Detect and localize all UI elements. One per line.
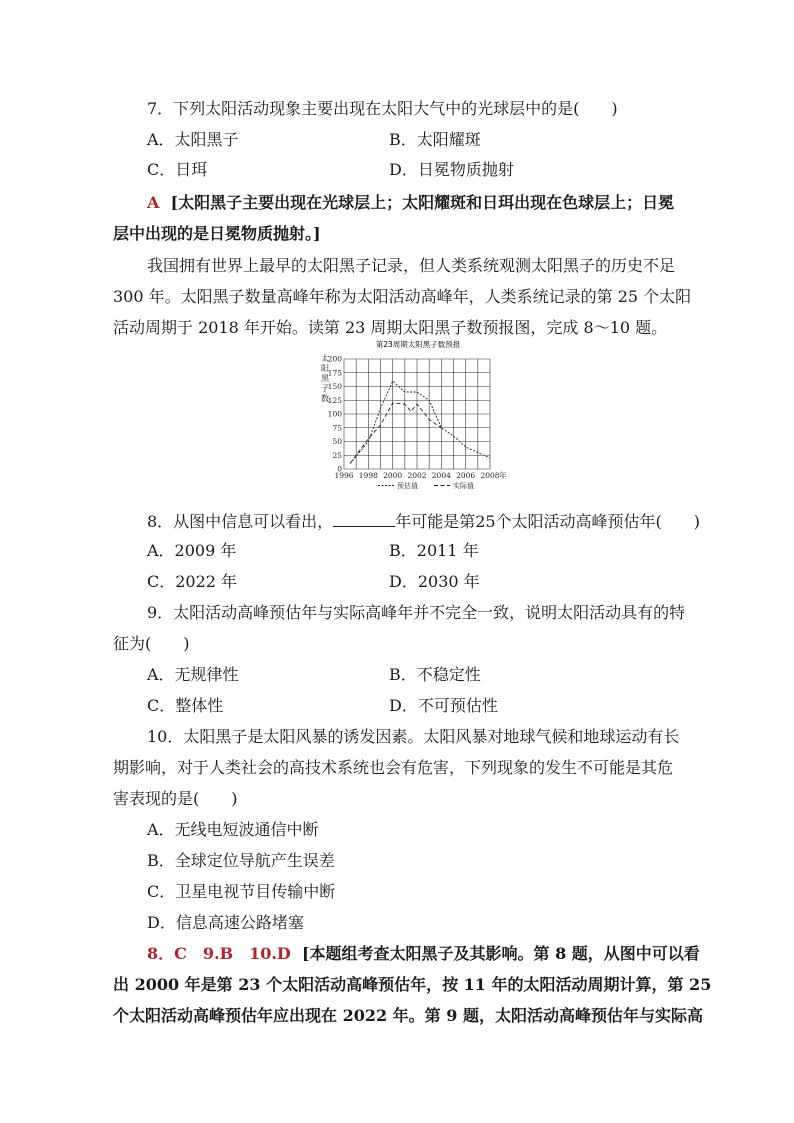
q7-answer-letter: A [147,193,160,212]
legend-label: 预估值 [397,482,418,490]
q8-stem-after: 年可能是第25个太阳活动高峰预估年( ) [395,512,701,531]
q8-option-a: A．2009 年 [147,541,237,560]
q10-stem-3: 害表现的是( ) [113,789,238,808]
q10-option-a: A．无线电短波通信中断 [147,820,319,839]
x-tick-label: 1996 [334,471,354,480]
q10-option-c: C．卫星电视节目传输中断 [147,882,336,901]
q9-stem-2: 征为( ) [113,634,190,653]
q7-option-c: C．日珥 [147,160,208,179]
q10-stem-2: 期影响，对于人类社会的高技术系统也会有危害，下列现象的发生不可能是其危 [113,758,674,777]
q10-option-b: B．全球定位导航产生误差 [147,851,335,870]
q7-explanation-2: 层中出现的是日冕物质抛射。] [113,224,321,243]
q9-option-d: D．不可预估性 [389,696,498,715]
q8-stem [147,510,700,532]
chart-legend [378,481,474,490]
chart-series [350,381,490,464]
q7-explanation-1: [太阳黑子主要出现在光球层上；太阳耀斑和日珥出现在色球层上；日冕 [170,193,675,212]
x-tick-label: 2000 [383,471,403,480]
answers-explanation-3: 个太阳活动高峰预估年应出现在 2022 年。第 9 题，太阳活动高峰预估年与实际高 [113,1006,703,1025]
q9-stem-1: 9．太阳活动高峰预估年与实际高峰年并不完全一致，说明太阳活动具有的特 [147,603,686,622]
x-tick-label: 2004 [431,471,451,480]
sunspot-forecast-chart [318,338,518,500]
y-tick-labels [328,355,343,474]
q8-option-d: D．2030 年 [389,572,480,591]
passage-line-2: 300 年。太阳黑子数量高峰年称为太阳活动高峰年，人类系统记录的第 25 个太阳 [113,287,692,306]
q7-option-d: D．日冕物质抛射 [389,160,514,179]
y-axis-label-char: 黑 [321,374,329,383]
chart-svg [318,338,518,500]
chart-title: 第23周期太阳黑子数预报 [375,340,461,349]
q8-stem-before: 8．从图中信息可以看出， [147,512,334,531]
answers-explanation-2: 出 2000 年是第 23 个太阳活动高峰预估年，按 11 年的太阳活动周期计算，第 25 [113,975,712,994]
q10-stem-1: 10．太阳黑子是太阳风暴的诱发因素。太阳风暴对地球气候和地球运动有长 [147,727,680,746]
y-tick-label: 175 [327,368,342,378]
q7-stem: 7．下列太阳活动现象主要出现在太阳大气中的光球层中的是( ) [147,99,618,118]
x-tick-label: 1998 [358,471,378,480]
y-tick-label: 50 [332,437,342,446]
series-line-actual [350,403,441,464]
y-tick-label: 150 [327,382,342,391]
y-axis-label-char: 数 [321,394,329,403]
y-axis-label-char: 阳 [321,364,329,373]
passage-line-3: 活动周期于 2018 年开始。读第 23 周期太阳黑子数预报图，完成 8～10 题。 [113,318,668,337]
q7-option-a: A．太阳黑子 [147,130,239,149]
answers-explanation-1: [本题组考查太阳黑子及其影响。第 8 题，从图中可以看 [301,944,700,963]
answers-8-10-letters: 8．C 9.B 10.D [147,944,291,963]
q7-answer [147,193,674,213]
y-tick-label: 200 [327,354,342,364]
q9-option-c: C．整体性 [147,696,224,715]
q8-option-c: C．2022 年 [147,572,238,591]
y-axis-label-char: 太 [321,354,329,363]
x-tick-label: 2008 [480,471,500,480]
x-axis-unit: 年 [499,471,507,480]
chart-grid [344,359,490,469]
series-line-forecast [350,381,490,464]
q7-option-b: B．太阳耀斑 [389,130,481,149]
x-tick-labels [334,470,507,480]
y-tick-label: 100 [327,409,342,419]
q10-option-d: D．信息高速公路堵塞 [147,913,304,932]
passage-line-1: 我国拥有世界上最早的太阳黑子记录，但人类系统观测太阳黑子的历史不足 [147,256,676,275]
y-axis-label [321,353,330,403]
q8-option-b: B．2011 年 [389,541,479,560]
y-axis-label-char: 子 [321,384,329,393]
y-tick-label: 125 [327,395,342,405]
q9-option-a: A．无规律性 [147,665,239,684]
x-tick-label: 2006 [456,471,476,480]
legend-label: 实际值 [453,482,474,490]
y-tick-label: 25 [332,450,342,460]
y-tick-label: 0 [337,464,342,474]
y-tick-label: 75 [332,423,342,433]
q8-blank [333,510,395,527]
answers-8-10 [147,944,700,964]
x-tick-label: 2002 [407,471,427,480]
q9-option-b: B．不稳定性 [389,665,481,684]
